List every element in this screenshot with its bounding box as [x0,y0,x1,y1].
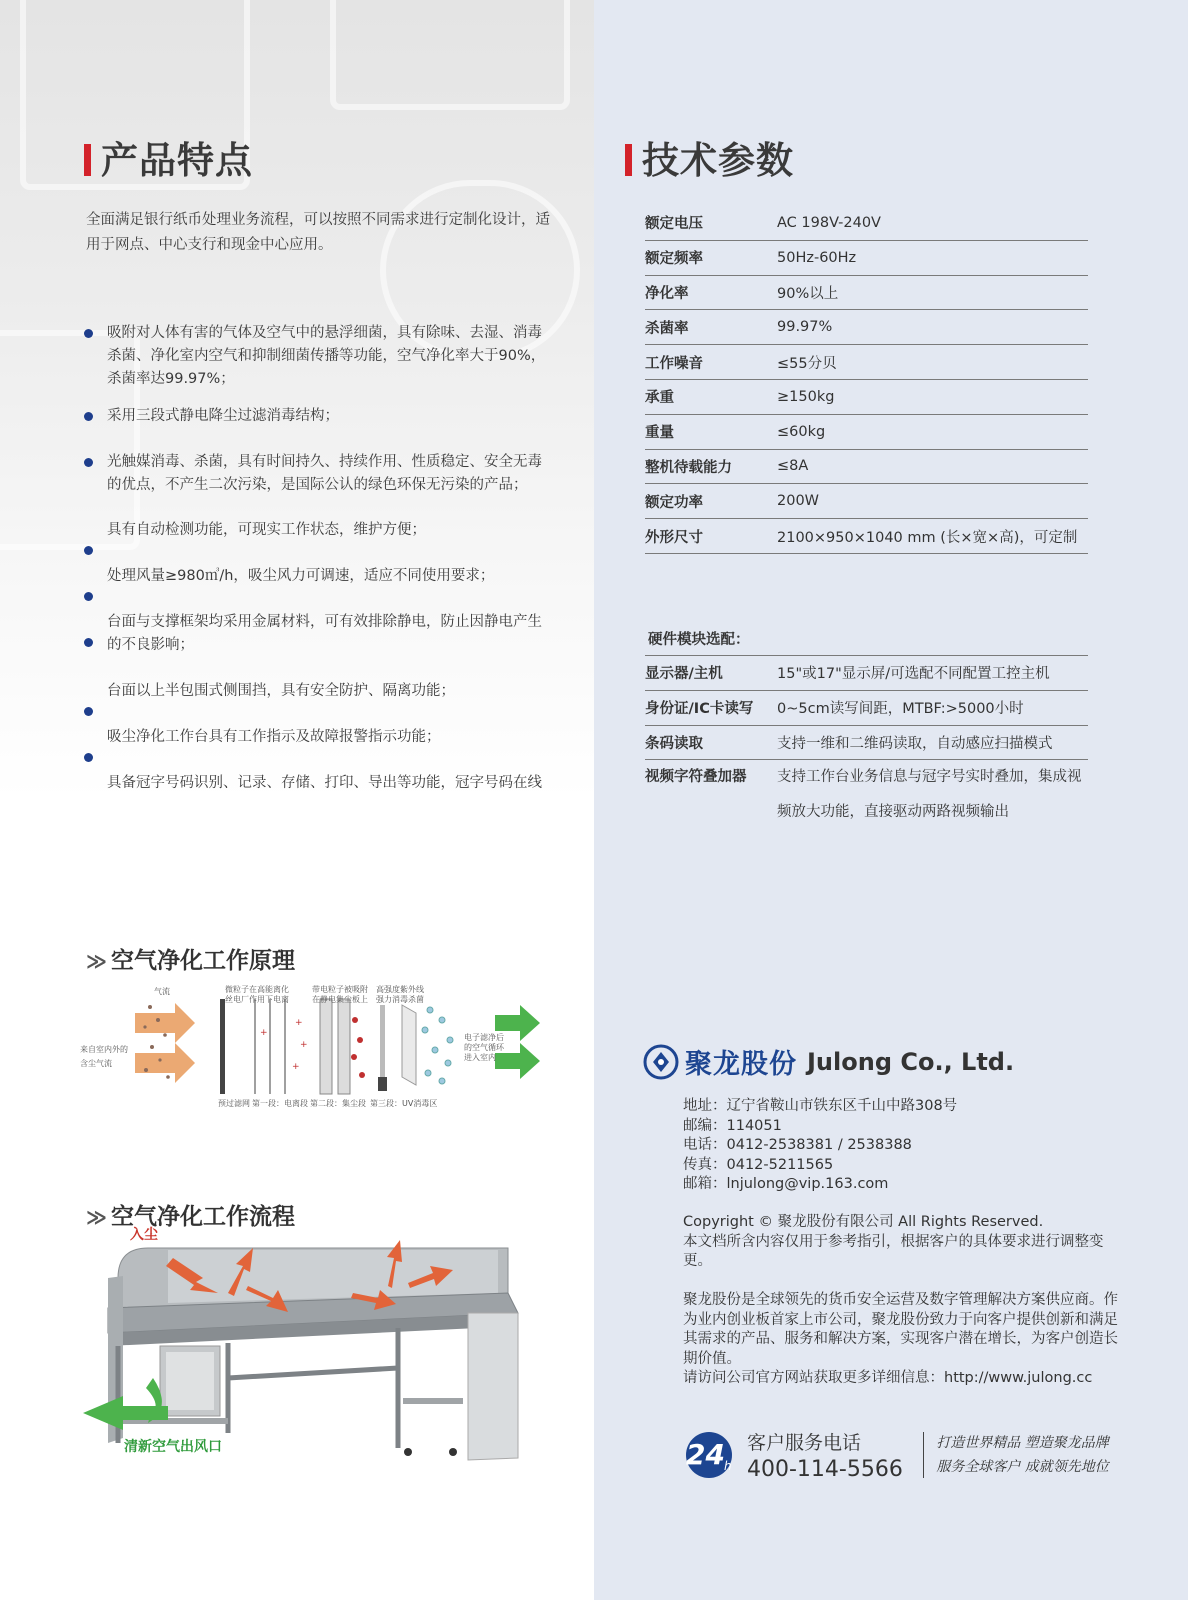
copyright-block [683,1213,1123,1272]
diagram-label-airflow: 气流 [154,987,170,996]
dust-in-label: 入尘 [130,1227,158,1243]
about-text: 聚龙股份是全球领先的货币安全运营及数字管理解决方案供应商。作为业内创业板首家上市公司，聚龙股份致力于向客户提供创新和满足其需求的产品、服务和解决方案，实现客户潜在增长，为客户创造长期价值。 [683,1292,1118,1367]
bullet-icon [84,329,93,338]
slogan-group [936,1431,1108,1479]
table-row [645,656,1088,691]
spec-value: AC 198V-240V [777,214,881,231]
julong-logo-icon [643,1044,679,1080]
feature-text: 光触媒消毒、杀菌，具有时间持久、持续作用、性质稳定、安全无毒的优点，不产生二次污染，是国际公认的绿色环保无污染的产品； [107,454,542,493]
spec-value: ≥150kg [777,388,835,405]
spec-value: 50Hz-60Hz [777,249,857,266]
list-item [84,405,554,428]
bullet-icon [84,458,93,467]
product-features-title [84,130,253,184]
feature-text: 吸附对人体有害的气体及空气中的悬浮细菌，具有除味、去湿、消毒杀菌、净化室内空气和抑制细菌传播等功能，空气净化率大于90%，杀菌率达99.97%； [107,325,546,387]
principle-title-text: 空气净化工作原理 [110,948,295,974]
diagram-label-output3: 进入室内 [464,1053,496,1062]
spec-value: 99.97% [777,319,833,336]
table-row [645,484,1088,519]
tech-specs-title [625,130,794,184]
intro-paragraph: 全面满足银行纸币处理业务流程，可以按照不同需求进行定制化设计，适用于网点、中心支行和现金中心应用。 [86,212,550,253]
table-row [645,415,1088,450]
table-row [645,310,1088,345]
24h-badge-number: 24 [686,1438,725,1471]
diagram-label-stage3: 第三段：UV消毒区 [370,1099,438,1108]
list-item [84,451,554,497]
bullet-icon [84,638,93,647]
svg-text:+: + [292,1062,300,1072]
logo-english-name: Julong Co., Ltd. [807,1047,1015,1076]
copyright-note: 本文档所含内容仅用于参考指引，根据客户的具体要求进行调整变更。 [683,1233,1104,1269]
hw-value: 支持一维和二维码读取，自动感应扫描模式 [777,735,1053,752]
diagram-label-input: 来自室内外的含尘气流 [80,1045,128,1068]
workflow-title [86,1198,295,1231]
spec-value: 90%以上 [777,285,839,302]
hw-key: 显示器/主机 [645,666,723,683]
spec-key: 杀菌率 [645,320,689,337]
double-chevron-icon: ≫ [86,1205,107,1229]
spec-value: 200W [777,493,820,510]
logo-chinese-name: 聚龙股份 [685,1049,797,1080]
hw-value: 0~5cm读写间距，MTBF:>5000小时 [777,701,1024,718]
list-item [84,519,554,542]
fresh-air-outlet-label: 清新空气出风口 [124,1439,222,1455]
phone: 电话：0412-2538381 / 2538388 [683,1137,912,1153]
feature-text: 台面以上半包围式侧围挡，具有安全防护、隔离功能； [107,683,455,699]
spec-key: 外形尺寸 [645,529,703,546]
hw-key: 视频字符叠加器 [645,769,747,786]
diagram-label-micro1: 微粒子在高能离化 [225,985,289,994]
fax: 传真：0412-5211565 [683,1156,834,1173]
postcode: 邮编：114051 [683,1117,782,1134]
spec-key: 额定电压 [645,216,703,233]
hw-key: 身份证/IC卡读写 [645,701,754,718]
svg-text:+: + [300,1040,308,1050]
spec-key: 额定功率 [645,494,703,511]
spec-key: 重量 [645,425,674,442]
background-machine-shape [330,0,570,110]
diagram-label-charged2: 在静电集尘板上 [312,995,368,1004]
slogan-line-2: 服务全球客户 成就领先地位 [936,1459,1109,1475]
svg-text:+: + [260,1028,268,1038]
bullet-icon [84,546,93,555]
hw-value: 15"或17"显示屏/可选配不同配置工控主机 [777,666,1050,683]
diagram-label-stage1: 第一段：电离段 [252,1099,308,1108]
hardware-options-title: 硬件模块选配： [648,632,750,648]
product-features-title-text: 产品特点 [101,139,253,182]
service-phone-group [747,1428,903,1482]
table-row [645,450,1088,485]
workflow-title-text: 空气净化工作流程 [110,1204,295,1230]
tech-specs-title-text: 技术参数 [642,139,794,182]
spec-key: 净化率 [645,285,689,302]
list-item [84,680,554,703]
contact-info [683,1097,957,1195]
spec-key: 工作噪音 [645,355,703,372]
slogan-line-1: 打造世界精品 塑造聚龙品牌 [936,1435,1109,1451]
feature-text: 处理风量≥980㎥/h，吸尘风力可调速，适应不同使用要求； [107,568,495,584]
company-logo [643,1042,1014,1081]
vertical-divider [923,1432,925,1478]
feature-text: 台面与支撑框架均采用金属材料，可有效排除静电，防止因静电产生的不良影响； [107,614,542,653]
address: 地址：辽宁省鞍山市铁东区千山中路308号 [683,1098,958,1114]
email: 邮箱：lnjulong@vip.163.com [683,1176,889,1192]
spec-value: ≤8A [777,458,809,475]
bullet-icon [84,707,93,716]
spec-key: 承重 [645,390,674,407]
spec-key: 整机待载能力 [645,459,732,476]
diagram-label-charged1: 带电粒子被吸附 [312,985,368,994]
spec-key: 额定频率 [645,251,703,268]
list-item [84,611,554,657]
about-block [683,1291,1123,1389]
list-item [84,772,554,795]
table-row [645,206,1088,241]
customer-service-block [683,1428,1109,1482]
spec-value: ≤60kg [777,423,826,440]
table-row [645,345,1088,380]
bullet-icon [84,412,93,421]
website-link[interactable]: 请访问公司官方网站获取更多详细信息：http://www.julong.cc [683,1370,1093,1386]
table-row [645,241,1088,276]
diagram-label-output1: 电子滤净后 [464,1033,504,1042]
table-row [645,380,1088,415]
feature-text: 具有自动检测功能，可现实工作状态，维护方便； [107,522,426,538]
feature-text: 采用三段式静电降尘过滤消毒结构； [107,408,339,424]
title-accent-bar [84,144,91,176]
diagram-label-uv2: 强力消毒杀菌 [376,995,424,1004]
diagram-label-stage2: 第二段：集尘段 [310,1099,366,1108]
list-item [84,322,554,391]
hw-key: 条码读取 [645,735,703,752]
hw-value: 支持工作台业务信息与冠字号实时叠加，集成视频放大功能，直接驱动两路视频输出 [777,769,1082,821]
diagram-label-output2: 的空气循环 [464,1043,504,1052]
24h-service-icon [683,1430,735,1480]
list-item [84,726,554,749]
diagram-label-uv1: 高强度紫外线 [376,985,424,994]
copyright-text: Copyright © 聚龙股份有限公司 All Rights Reserved. [683,1214,1044,1230]
air-purification-principle-diagram [80,985,545,1110]
title-accent-bar [625,144,632,176]
diagram-label-micro2: 丝电厂作用下电离 [225,995,289,1004]
24h-badge-unit: h [724,1459,732,1473]
hardware-table [645,655,1088,830]
spec-value: 2100×950×1040 mm (长×宽×高)，可定制 [777,529,1078,546]
double-chevron-icon: ≫ [86,949,107,973]
bullet-icon [84,753,93,762]
spec-table [645,206,1088,554]
table-row [645,276,1088,311]
table-row [645,726,1088,761]
svg-text:+: + [295,1018,303,1028]
service-label: 客户服务电话 [747,1432,862,1454]
bullet-icon [84,592,93,601]
feature-text: 具备冠字号码识别、记录、存储、打印、导出等功能，冠字号码在线 [107,775,542,791]
feature-text: 吸尘净化工作台具有工作指示及故障报警指示功能； [107,729,441,745]
spec-value: ≤55分贝 [777,355,837,372]
list-item [84,565,554,588]
service-phone[interactable]: 400-114-5566 [747,1457,903,1482]
table-row [645,691,1088,726]
table-row [645,760,1088,830]
table-row [645,519,1088,554]
diagram-label-stage0: 预过滤网 [218,1099,250,1108]
principle-title [86,942,295,975]
workbench-illustration [78,1227,528,1478]
